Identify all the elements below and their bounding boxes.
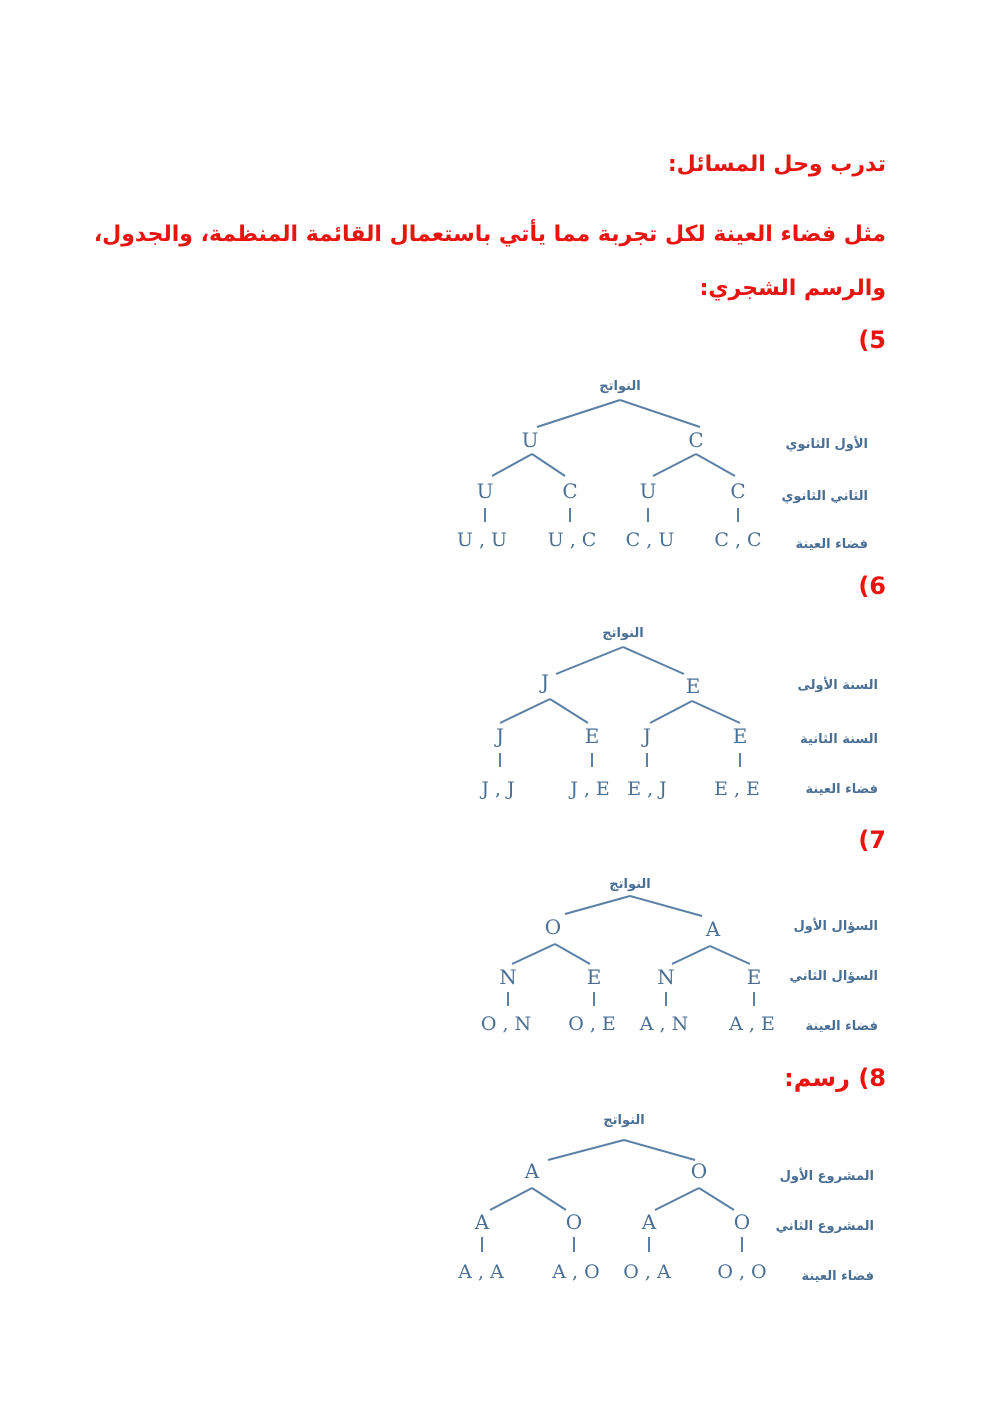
level1-label: السؤال الأول (793, 919, 878, 934)
outcome-leaf: O , E (568, 1013, 616, 1035)
level2-label: الثاني الثانوي (781, 489, 868, 504)
tree-diagram-5 (440, 370, 900, 570)
sample-space-label: فضاء العينة (805, 1019, 878, 1034)
outcome-leaf: U , C (547, 529, 597, 551)
sample-space-label: فضاء العينة (795, 537, 868, 552)
question-line-2: والرسم الشجري: (699, 276, 886, 301)
level2-label: المشروع الثاني (775, 1219, 874, 1234)
outcome-leaf: O , N (480, 1013, 532, 1035)
outcome-leaf: J , J (481, 778, 515, 800)
tree-node: U (639, 479, 657, 503)
problem-number-5: 5) (858, 326, 886, 354)
tree-node: O (565, 1210, 583, 1234)
tree-node: A (524, 1159, 540, 1183)
tree-node: C (730, 479, 746, 503)
outcome-leaf: E , J (627, 778, 667, 800)
tree-diagram-7 (440, 868, 900, 1068)
problem-number-8: 8) رسم: (784, 1064, 886, 1092)
tree-node: J (642, 724, 652, 748)
tree-node: E (732, 724, 748, 748)
tree-node: O (733, 1210, 751, 1234)
level2-label: السؤال الثاني (789, 969, 878, 984)
tree-diagram-6 (440, 617, 900, 817)
tree-node: A (705, 917, 721, 941)
tree-node: N (499, 965, 517, 989)
tree-node: C (688, 428, 704, 452)
tree-node: A (641, 1210, 657, 1234)
outcome-leaf: E , E (714, 778, 760, 800)
section-heading: تدرب وحل المسائل: (667, 152, 886, 177)
tree-node: C (562, 479, 578, 503)
outcome-leaf: J , E (570, 778, 610, 800)
outcome-leaf: O , A (623, 1261, 671, 1283)
tree-node: O (544, 915, 562, 939)
level1-label: السنة الأولى (797, 678, 878, 693)
tree-node: J (495, 724, 505, 748)
tree-node: E (685, 674, 701, 698)
outcome-leaf: A , N (639, 1013, 689, 1035)
problem-number-6: 6) (858, 572, 886, 600)
tree-node: N (657, 965, 675, 989)
tree-root-label: النواتج (603, 1113, 645, 1128)
tree-node: O (690, 1159, 708, 1183)
sample-space-label: فضاء العينة (801, 1269, 874, 1284)
outcome-leaf: O , O (717, 1261, 767, 1283)
tree-diagram-8 (440, 1104, 900, 1304)
outcome-leaf: C , U (625, 529, 675, 551)
tree-root-label: النواتج (599, 379, 641, 394)
level1-label: المشروع الأول (779, 1169, 874, 1184)
outcome-leaf: A , O (552, 1261, 600, 1283)
outcome-leaf: U , U (456, 529, 508, 551)
tree-node: E (586, 965, 602, 989)
tree-node: J (540, 670, 550, 694)
level1-label: الأول الثانوي (785, 437, 868, 452)
tree-node: U (521, 428, 539, 452)
outcome-leaf: A , A (458, 1261, 504, 1283)
problem-number-7: 7) (858, 826, 886, 854)
outcome-leaf: A , E (729, 1013, 775, 1035)
tree-root-label: النواتج (602, 626, 644, 641)
question-line-1: مثل فضاء العينة لكل تجربة مما يأتي باستعمال القائمة المنظمة، والجدول، (93, 222, 886, 247)
tree-root-label: النواتج (609, 877, 651, 892)
tree-node: E (746, 965, 762, 989)
level2-label: السنة الثانية (800, 732, 878, 747)
outcome-leaf: C , C (714, 529, 762, 551)
tree-node: U (476, 479, 494, 503)
tree-node: E (584, 724, 600, 748)
tree-node: A (474, 1210, 490, 1234)
sample-space-label: فضاء العينة (805, 782, 878, 797)
